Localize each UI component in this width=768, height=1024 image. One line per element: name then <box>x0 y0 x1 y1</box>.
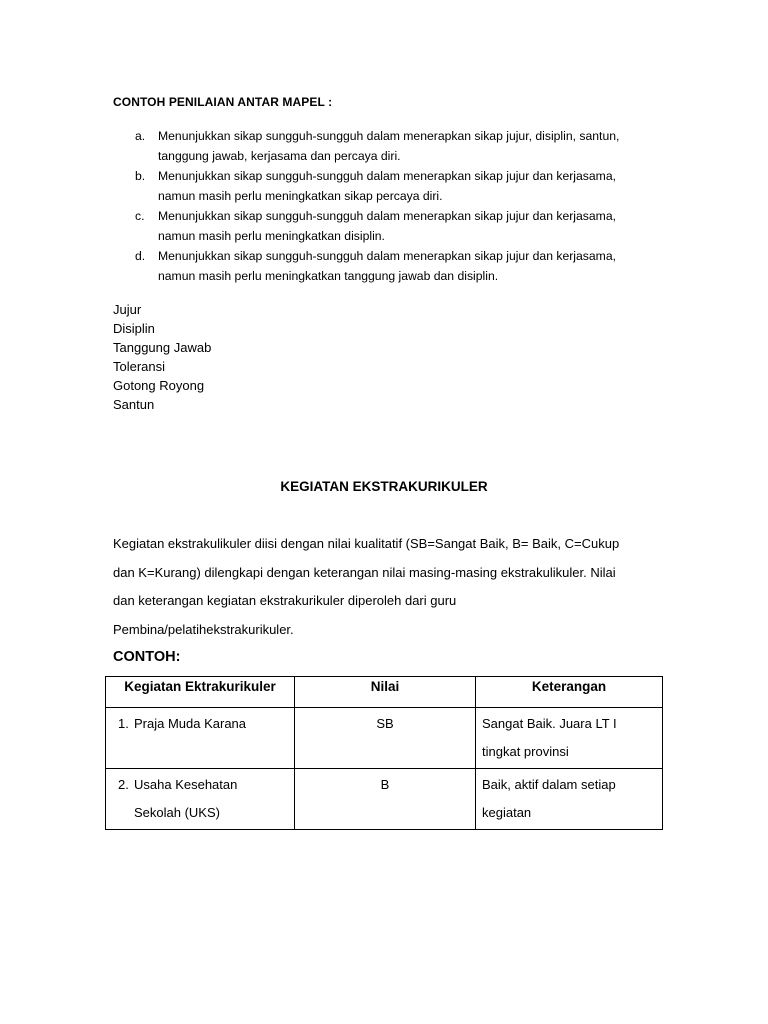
option-text-line: namun masih perlu meningkatkan disiplin. <box>158 229 385 243</box>
section-title: KEGIATAN EKSTRAKURIKULER <box>280 479 488 494</box>
option-text-line: namun masih perlu meningkatkan sikap percaya diri. <box>158 189 443 203</box>
option-text-line: Menunjukkan sikap sungguh-sungguh dalam menerapkan sikap jujur dan kerjasama, <box>158 169 616 183</box>
value-item: Disiplin <box>113 321 155 336</box>
paragraph-line: Kegiatan ekstrakulikuler diisi dengan nilai kualitatif (SB=Sangat Baik, B= Baik, C=Cukup <box>113 536 620 551</box>
activity-text: Sekolah (UKS) <box>134 805 220 820</box>
activity-cell <box>106 708 295 769</box>
value-list <box>113 300 211 414</box>
option-text-line: tanggung jawab, kerjasama dan percaya diri. <box>158 149 401 163</box>
option-item-d <box>113 246 653 286</box>
note-cell <box>476 769 663 830</box>
table-header-row <box>106 677 663 708</box>
option-item-b <box>113 166 653 206</box>
option-mark: a. <box>135 129 146 143</box>
option-item-c <box>113 206 653 246</box>
option-mark: d. <box>135 249 146 263</box>
note-text: Sangat Baik. Juara LT I <box>482 716 617 731</box>
grade-cell: SB <box>295 708 476 769</box>
option-list <box>113 126 653 286</box>
value-item: Toleransi <box>113 359 166 374</box>
heading-contoh-penilaian: CONTOH PENILAIAN ANTAR MAPEL : <box>113 95 333 109</box>
activity-cell <box>106 769 295 830</box>
column-header-activity: Kegiatan Ektrakurikuler <box>106 677 295 708</box>
activity-text <box>112 738 288 766</box>
activity-text: Usaha Kesehatan <box>134 777 238 792</box>
option-mark: b. <box>135 169 146 183</box>
option-text-line: Menunjukkan sikap sungguh-sungguh dalam menerapkan sikap jujur dan kerjasama, <box>158 249 616 263</box>
note-cell <box>476 708 663 769</box>
paragraph-line: dan K=Kurang) dilengkapi dengan keterangan nilai masing-masing ekstrakulikuler. Nilai <box>113 565 616 580</box>
option-item-a <box>113 126 653 166</box>
paragraph-line: Pembina/pelatihekstrakurikuler. <box>113 622 294 637</box>
row-number: 2. <box>118 777 129 792</box>
option-text-line: Menunjukkan sikap sungguh-sungguh dalam menerapkan sikap jujur, disiplin, santun, <box>158 129 620 143</box>
activity-text: Praja Muda Karana <box>134 716 247 731</box>
paragraph-line: dan keterangan kegiatan ekstrakurikuler diperoleh dari guru <box>113 593 457 608</box>
table-row <box>106 708 663 769</box>
value-item: Tanggung Jawab <box>113 340 212 355</box>
contoh-label: CONTOH: <box>113 649 181 665</box>
grade-cell: B <box>295 769 476 830</box>
note-text: kegiatan <box>482 805 532 820</box>
note-text: Baik, aktif dalam setiap <box>482 777 616 792</box>
option-text-line: Menunjukkan sikap sungguh-sungguh dalam menerapkan sikap jujur dan kerjasama, <box>158 209 616 223</box>
note-text: tingkat provinsi <box>482 744 569 759</box>
option-text-line: namun masih perlu meningkatkan tanggung jawab dan disiplin. <box>158 269 499 283</box>
value-item: Gotong Royong <box>113 378 205 393</box>
option-mark: c. <box>135 209 145 223</box>
value-item: Santun <box>113 397 155 412</box>
column-header-note: Keterangan <box>476 677 663 708</box>
extracurricular-table <box>105 676 663 830</box>
row-number: 1. <box>118 716 129 731</box>
value-item: Jujur <box>113 302 142 317</box>
column-header-grade: Nilai <box>295 677 476 708</box>
table-row <box>106 769 663 830</box>
